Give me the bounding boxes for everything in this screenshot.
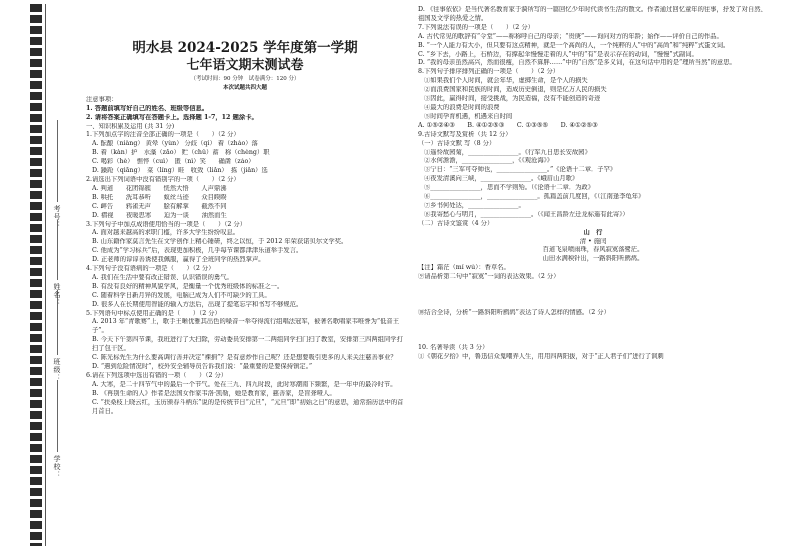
question: ⑨请品析第二句中“寂寞”一词的表达效果。（2 分） — [418, 273, 560, 281]
poem-title: 山 行 — [583, 228, 603, 236]
text-line: 2. 请将答案正确填写在答题卡上。选择题 1-7，12 题涂卡。 — [86, 113, 258, 121]
option: A. 大寒，是二十四节气中的最后一个节气。处在三九、四九时段，此时寒潮南下频繁，是一年中的最冷时节。 — [92, 380, 397, 388]
fill-blank: ⑤________________，思而不学则殆。（《论语十二章．为政》 — [424, 184, 595, 192]
option: C. 陈光标先生为什么要高调行善并决定“裸捐”？是有意炒作自己呢？还是想要吸引更多的人来关注慈善事业？ — [92, 354, 397, 362]
option: D. “我的母亲虽然高兴，然而很瘦，自然不算胖……”中的“自然”是多义词，在这句话中用的是“理所当然”的意思。 — [418, 59, 736, 67]
fill-blank: ③宁日：“三军可夺帅也，________________。”《论语十二章．子罕》 — [424, 166, 617, 174]
right-column — [418, 6, 768, 362]
option: A. 古代常见的歌辞有“令堂”——称称呼自己的母亲；“贵庚”——询问对方的年龄；始作——评价自己的作品。 — [418, 32, 723, 40]
exam-number-fill-line — [57, 120, 58, 202]
question: 2.请选出下列词语中没有错别字的一项（ ）（2 分） — [86, 175, 240, 183]
sentence-item: ①如果我们个人时间，就会年华，虚掷生命，是个人的损失 — [424, 77, 588, 85]
name-fill-line — [57, 220, 58, 280]
sentence-item: ⑤时间孕育机遇，机遇来自时间 — [424, 112, 513, 120]
fill-blank: ④夜发清溪向三峡，________________。《峨眉山月歌》 — [424, 175, 579, 183]
school-fill-line — [57, 380, 58, 452]
exam-number-label: 考号： — [53, 205, 61, 229]
school-label: 学校： — [53, 455, 61, 479]
sentence-item: ④最大的浪费是时间的浪费 — [424, 103, 500, 111]
question: 3.下列句子中加点成语使用恰当的一项是（ ）（2 分） — [86, 220, 246, 228]
answer-space — [418, 336, 768, 345]
option: A. ①⑤②④③ B. ④①②⑤③ C. ①③⑤⑤ D. ④①②⑤③ — [418, 121, 598, 129]
option: A. 面对越来越高的求职门槛，许多大学生纷纷叹息。 — [92, 229, 240, 237]
fill-blank: ⑦乡书何处达，________________。 — [424, 201, 525, 209]
option: D. 正老师的谆谆善诱使我佩服，赢得了全班同学的热烈掌声。 — [92, 256, 265, 264]
option: B. 着（kàn）护 水藻（zǎo） 贮（chǔ）蓄 称（chèng）职 — [92, 149, 270, 157]
question: 1.下列加点字的注音全部正确的一项是（ ）（2 分） — [86, 131, 240, 139]
question: 4.下列句子没有语病的一项是（ ）（2 分） — [86, 265, 215, 273]
question: 5.下列语句中标点使用正确的是（ ）（2 分） — [86, 309, 221, 317]
answer-space — [418, 300, 768, 309]
class-label: 班级： — [53, 358, 61, 382]
option: C. “乡下去，小路上，石桥边，有撑起伞慢慢走着的人”中的“有”是表示存在的动词，“慢慢”式副词。 — [418, 50, 698, 58]
option: A. 2013 年“青歌赛”上，歌手王晰优雅其出色的嗓音一举夺得流行组唱法冠军，被著名歌唱家韦唯誉为“低音王子”。 — [92, 318, 400, 335]
option: B. 山东籍作家莫言先生在文学创作上精心锤研，终之以恒，于 2012 年荣获诺贝尔文学奖。 — [92, 238, 348, 246]
question: 8.下列句子排序排列正确的一项是（ ）（2 分） — [418, 68, 560, 76]
option: B. 《再别生命的人》作者是法国女作家韦洛·凯勒，她是教育家，慈善家，是盲聋哑人。 — [92, 389, 336, 397]
question: ⑩结合全诗，分析“一路斜阳听鹧鸪”表达了诗人怎样的情感。（2 分） — [418, 308, 610, 316]
option: B. 今天下午第四节课，我班进行了大扫除，劳动委员安排第一二两组同学扫门扫了教室，安排第三四两组同学打扫了包干区。 — [92, 336, 403, 353]
left-column — [86, 6, 404, 416]
text-line: 注意事项： — [86, 95, 118, 103]
option: D. 褶视 夜暖思寒 迫为一谈 油然而生 — [92, 211, 227, 219]
option: D. 《往事依依》是当代著名教育家于漪所写的一篇回忆少年时代读书生活的散文。作者通过回忆童年的往事，抒发了对自然、祖国及文学的热爱之情。 — [418, 6, 767, 22]
sentence-item: ③因此，赢得时间，接受挑战，为民造福，没有不能创造的奇迹 — [424, 95, 601, 103]
question: 7.下列说法有误的一项是（ ）（2 分） — [418, 23, 534, 31]
fill-blank: ①遥怜故园菊，________________。《行军九日思长安故园》 — [424, 148, 591, 156]
option: B. 哄托 洗耳恭听 蚁丝马迹 众目睽睽 — [92, 193, 227, 201]
question: ①《朝花夕拾》中，鲁迅信众鬼嘲弄人生，用用四两阳拔，对于“正人君子们”进行了讽刺 — [418, 353, 664, 361]
option: C. 喝彩（hè） 憔悴（cuì） 匿（nì）笑 确凿（záo） — [92, 158, 255, 166]
binding-strip — [30, 4, 42, 546]
exam-meta: （考试时间：90 分钟 试卷满分：120 分） — [190, 76, 300, 82]
text-line: 1. 答题前填写好自己的姓名、班级等信息。 — [86, 104, 209, 112]
answer-space — [418, 318, 768, 327]
option: D. 很多人在长期使用智能的输入方法后，出现了提笔忘字和书写不够规范。 — [92, 300, 303, 308]
option: C. 随着科学日新月异的发展，电脑已成为人们不可缺少的工具。 — [92, 291, 271, 299]
option: C. “扶桑枝上晓云红，玉历颁春斗柄东”说的是传统节日“元旦”，“元旦”即“初始之日”的意思，通常指历法中的首月首日。 — [92, 398, 404, 415]
answer-space — [418, 282, 768, 291]
section-heading: 一、知识积累及运用 (共 31 分) — [86, 122, 175, 130]
question: 10. 名著导读（共 3 分） — [418, 344, 489, 352]
answer-space — [418, 327, 768, 336]
poem-line: 百道飞泉喷雨珠，春风寂寞落鹭茫。 — [542, 246, 644, 254]
option: C. 衅告 鸦雀无声 脍有解掌 截然不同 — [92, 202, 227, 210]
option: A. 判道 花团锦簇 恍然大悟 人声鼎沸 — [92, 184, 227, 192]
option: D. “遇到危险情况时”，校外安全辅导员告诉我们说：“最重要的是要保持镇定。” — [92, 363, 313, 370]
fill-blank: ⑧我寄愁心与明月，________________。（《闻王昌龄左迁龙标遥有此寄》） — [424, 210, 629, 218]
option: D. 躁跄（qiāng） 菜（líng）畦 收敛（liǎn） 拣（jiǎn）选 — [92, 167, 268, 175]
exam-note: 本次试题共四大题 — [222, 84, 267, 91]
sub-heading: （二）古诗文鉴赏（4 分） — [418, 219, 494, 227]
fill-blank: ⑥________________，________________。孤篇盖前几度回，《（江南逢李龟年》 — [424, 193, 645, 201]
poem-line: 山田水满秧针出，一路斜阳听鹧鸪。 — [542, 255, 644, 263]
poem-note: 【注】霜茫（mí wú）：香草名。 — [418, 264, 510, 272]
exam-title: 明水县 2024-2025 学年度第一学期 — [132, 40, 358, 56]
poem-author: 清 • 施闰 — [579, 237, 607, 245]
option: A. 我们在生活中要有改正错误、认识错误的勇气。 — [92, 273, 233, 281]
sub-heading: （一）古诗文默 写（8 分） — [418, 139, 496, 147]
option: B. “一个人能力有大小，但只要有这点精神，就是一个高尚的人，一个纯粹的人”中的“高尚”和“纯粹”式蛋文词。 — [418, 41, 730, 49]
question: 9.古诗文默写及赏析（共 12 分） — [418, 130, 512, 138]
option: A. 酝酿（niàng） 黄晕（yùn） 分歧（qí） 着（zháo）落 — [92, 140, 258, 148]
option: C. 他成为“学习标兵”后，表现更加积极，几乎每节课都津津乐道举手发言。 — [92, 247, 303, 255]
binding-strip-edge — [45, 4, 46, 546]
answer-space — [418, 291, 768, 300]
name-label: 姓名： — [53, 283, 61, 307]
sentence-item: ②而浪费国家和民族的时间，造成历史倒退，则是亿万人民的损失 — [424, 86, 607, 94]
question: 6.请在下列选项中选出有错的一项（ ）（2 分） — [86, 371, 228, 379]
exam-subtitle: 七年语文期末测试卷 — [186, 58, 304, 73]
option: B. 有没有良好的精神风貌学风，是衡量一个优秀班级体的标准之一。 — [92, 282, 284, 290]
fill-blank: ②水何澹澹，________________，《《观沧海》》 — [424, 157, 554, 165]
